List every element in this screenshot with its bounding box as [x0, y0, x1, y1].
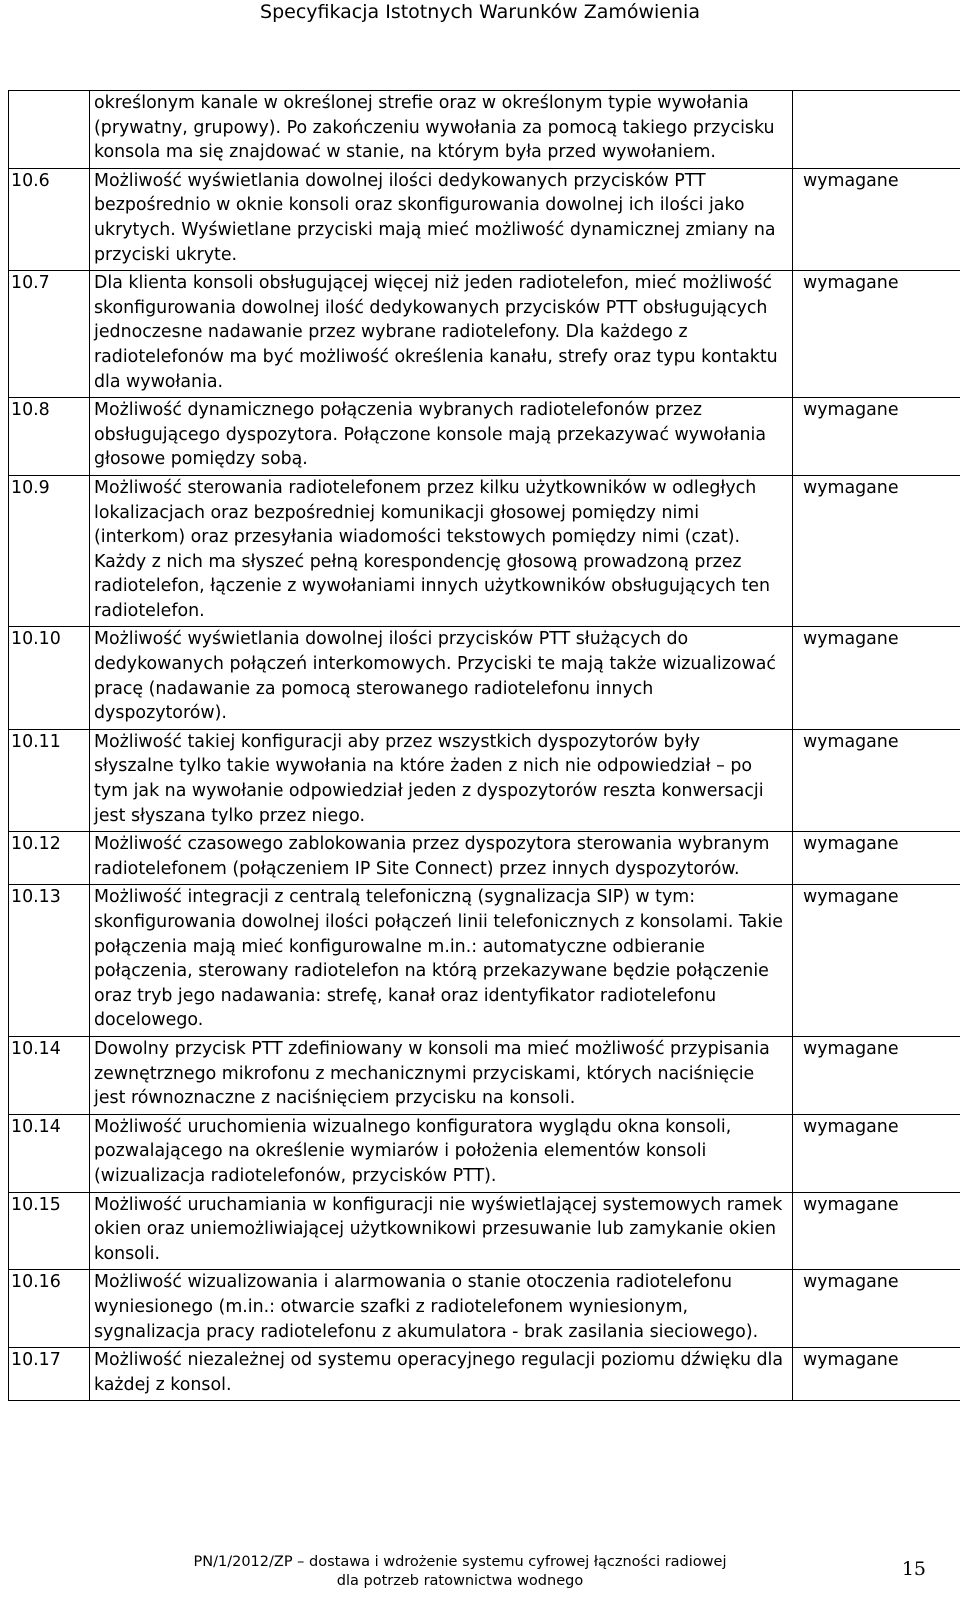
table-row — [9, 885, 960, 1037]
requirements-table — [8, 90, 960, 1401]
table-row — [9, 91, 960, 169]
table-row — [9, 1114, 960, 1192]
row-requirement — [793, 91, 960, 169]
table-row — [9, 627, 960, 729]
page-header — [0, 0, 960, 24]
row-description: Możliwość takiej konfiguracji aby przez wszystkich dyspozytorów były słyszalne tylko takie wywołania na które żaden z nich nie odpowiedział – po tym jak na wywołanie odpowiedział jeden z dyspozytorów reszta konwersacji jest słyszana tylko przez niego. — [90, 729, 793, 831]
row-requirement: wymagane — [793, 475, 960, 627]
requirements-table-body — [9, 91, 960, 1401]
page-footer — [110, 1553, 810, 1591]
row-number: 10.15 — [9, 1192, 90, 1270]
row-number: 10.11 — [9, 729, 90, 831]
row-description: Możliwość wizualizowania i alarmowania o stanie otoczenia radiotelefonu wyniesionego (m.in.: otwarcie szafki z radiotelefonem wyniesionym, sygnalizacja pracy radiotelefonu z akumulatora - brak zasilania sieciowego). — [90, 1270, 793, 1348]
header-title: Specyfikacja Istotnych Warunków Zamówienia — [260, 1, 700, 23]
row-description: Możliwość niezależnej od systemu operacyjnego regulacji poziomu dźwięku dla każdej z konsol. — [90, 1348, 793, 1401]
row-requirement: wymagane — [793, 398, 960, 476]
table-row — [9, 729, 960, 831]
row-requirement: wymagane — [793, 627, 960, 729]
row-number: 10.8 — [9, 398, 90, 476]
row-requirement: wymagane — [793, 1192, 960, 1270]
row-description: Możliwość integracji z centralą telefoniczną (sygnalizacja SIP) w tym: skonfigurowania dowolnej ilości połączeń linii telefonicznych z konsolami. Takie połączenia mają mieć konfigurowalne m.in.: automatyczne odbieranie połączenia, sterowany radiotelefon na którą przekazywane będzie połączenie oraz tryb jego nadawania: strefę, kanał oraz identyfikator radiotelefonu docelowego. — [90, 885, 793, 1037]
row-number: 10.16 — [9, 1270, 90, 1348]
table-row — [9, 1192, 960, 1270]
row-number: 10.17 — [9, 1348, 90, 1401]
row-requirement: wymagane — [793, 1036, 960, 1114]
row-number: 10.14 — [9, 1114, 90, 1192]
row-description: określonym kanale w określonej strefie oraz w określonym typie wywołania (prywatny, grupowy). Po zakończeniu wywołania za pomocą takiego przycisku konsola ma się znajdować w stanie, na którym była przed wywołaniem. — [90, 91, 793, 169]
row-description: Możliwość sterowania radiotelefonem przez kilku użytkowników w odległych lokalizacjach oraz bezpośredniej komunikacji głosowej pomiędzy nimi (interkom) oraz przesyłania wiadomości tekstowych pomiędzy nimi (czat). Każdy z nich ma słyszeć pełną korespondencję głosową prowadzoną przez radiotelefon, łączenie z wywołaniami innych użytkowników obsługujących ten radiotelefon. — [90, 475, 793, 627]
row-requirement: wymagane — [793, 168, 960, 270]
row-requirement: wymagane — [793, 271, 960, 398]
row-number: 10.6 — [9, 168, 90, 270]
row-requirement: wymagane — [793, 885, 960, 1037]
row-number: 10.13 — [9, 885, 90, 1037]
row-description: Możliwość dynamicznego połączenia wybranych radiotelefonów przez obsługującego dyspozytora. Połączone konsole mają przekazywać wywołania głosowe pomiędzy sobą. — [90, 398, 793, 476]
row-requirement: wymagane — [793, 832, 960, 885]
row-requirement: wymagane — [793, 1270, 960, 1348]
table-row — [9, 832, 960, 885]
row-description: Możliwość wyświetlania dowolnej ilości dedykowanych przycisków PTT bezpośrednio w oknie konsoli oraz skonfigurowania dowolnej ich ilości jako ukrytych. Wyświetlane przyciski mają mieć możliwość dynamicznej zmiany na przyciski ukryte. — [90, 168, 793, 270]
page-number: 15 — [901, 1558, 926, 1580]
row-requirement: wymagane — [793, 1114, 960, 1192]
footer-line-1: PN/1/2012/ZP – dostawa i wdrożenie systemu cyfrowej łączności radiowej — [193, 1554, 727, 1570]
table-row — [9, 1348, 960, 1401]
row-number: 10.12 — [9, 832, 90, 885]
row-number: 10.9 — [9, 475, 90, 627]
row-description: Dowolny przycisk PTT zdefiniowany w konsoli ma mieć możliwość przypisania zewnętrznego mikrofonu z mechanicznymi przyciskami, których naciśnięcie jest równoznaczne z naciśnięciem przycisku na konsoli. — [90, 1036, 793, 1114]
row-description: Możliwość czasowego zablokowania przez dyspozytora sterowania wybranym radiotelefonem (połączeniem IP Site Connect) przez innych dyspozytorów. — [90, 832, 793, 885]
table-row — [9, 475, 960, 627]
table-row — [9, 168, 960, 270]
row-requirement: wymagane — [793, 1348, 960, 1401]
footer-line-2: dla potrzeb ratownictwa wodnego — [336, 1573, 584, 1589]
row-description: Dla klienta konsoli obsługującej więcej niż jeden radiotelefon, mieć możliwość skonfigurowania dowolnej ilość dedykowanych przycisków PTT obsługujących jednoczesne nadawanie przez wybrane radiotelefony. Dla każdego z radiotelefonów ma być możliwość określenia kanału, strefy oraz typu kontaktu dla wywołania. — [90, 271, 793, 398]
row-number: 10.7 — [9, 271, 90, 398]
row-number: 10.14 — [9, 1036, 90, 1114]
row-description: Możliwość uruchomienia wizualnego konfiguratora wyglądu okna konsoli, pozwalającego na określenie wymiarów i położenia elementów konsoli (wizualizacja radiotelefonów, przycisków PTT). — [90, 1114, 793, 1192]
table-row — [9, 1036, 960, 1114]
table-row — [9, 271, 960, 398]
table-row — [9, 398, 960, 476]
table-row — [9, 1270, 960, 1348]
row-number: 10.10 — [9, 627, 90, 729]
row-number — [9, 91, 90, 169]
row-description: Możliwość uruchamiania w konfiguracji nie wyświetlającej systemowych ramek okien oraz uniemożliwiającej użytkownikowi przesuwanie lub zamykanie okien konsoli. — [90, 1192, 793, 1270]
row-description: Możliwość wyświetlania dowolnej ilości przycisków PTT służących do dedykowanych połączeń interkomowych. Przyciski te mają także wizualizować pracę (nadawanie za pomocą sterowanego radiotelefonu innych dyspozytorów). — [90, 627, 793, 729]
row-requirement: wymagane — [793, 729, 960, 831]
